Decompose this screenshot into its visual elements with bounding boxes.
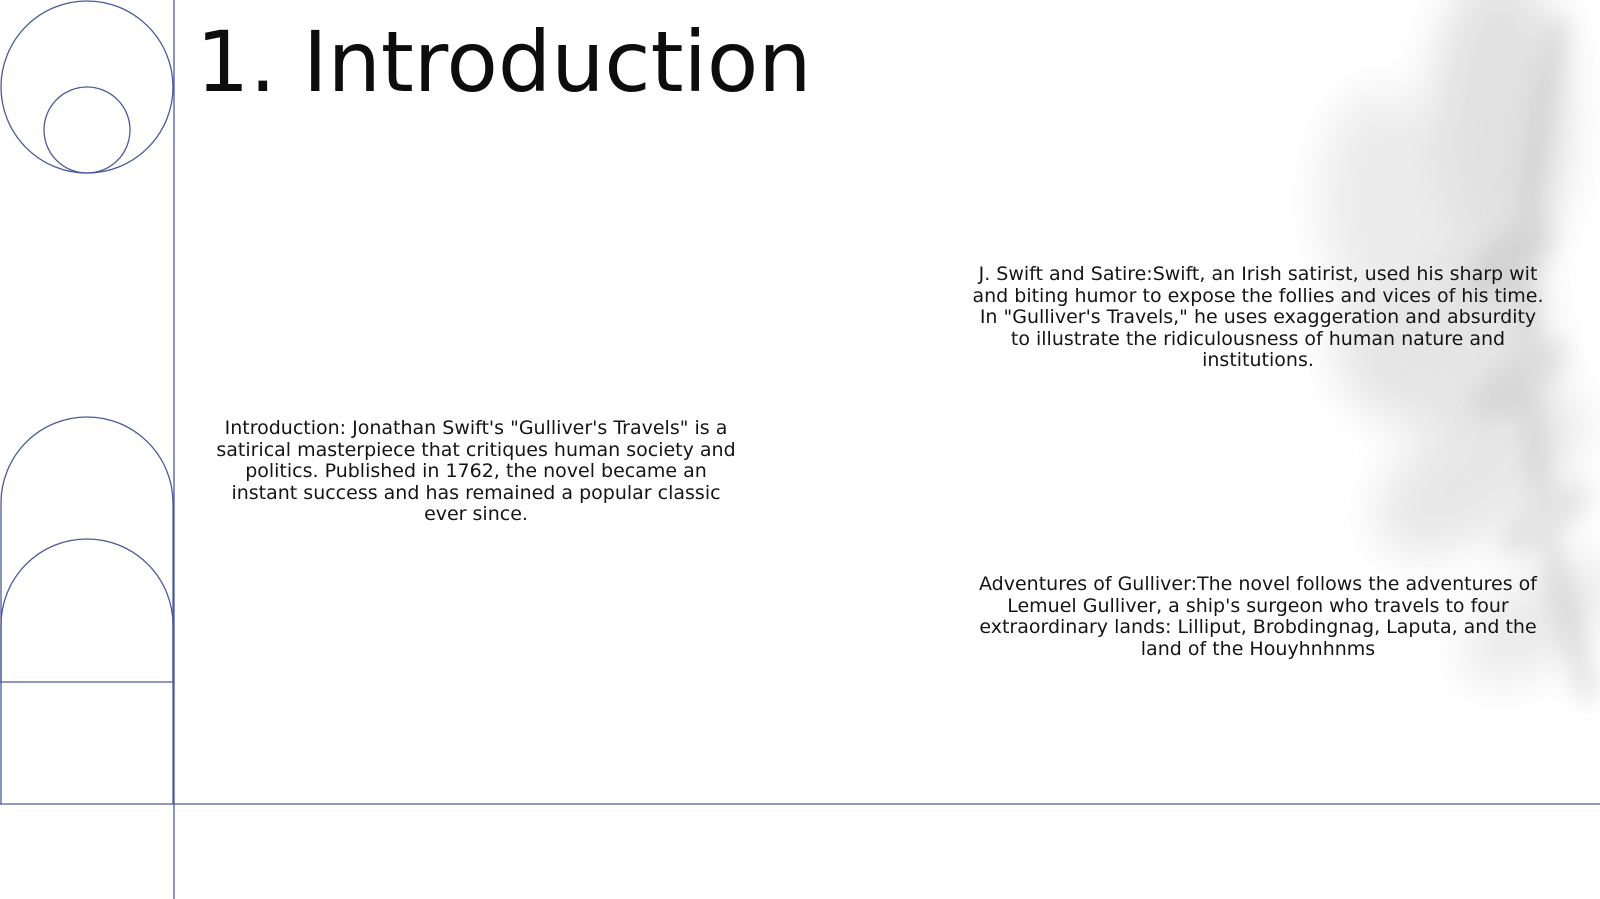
- intro-paragraph: Introduction: Jonathan Swift's "Gulliver's Travels" is a satirical masterpiece that critiques human society and politics. Published in 1762, the novel became an instant success and has remained a popular classic ever since.: [216, 417, 736, 525]
- outer-arch-outline: [1, 417, 173, 804]
- satire-paragraph: J. Swift and Satire:Swift, an Irish satirist, used his sharp wit and biting humor to expose the follies and vices of his time. In "Gulliver's Travels," he uses exaggeration and absurdity to illustrate the ridiculousness of human nature and institutions.: [972, 263, 1544, 371]
- small-circle-outline: [44, 87, 130, 173]
- adventures-paragraph: Adventures of Gulliver:The novel follows the adventures of Lemuel Gulliver, a ship's surgeon who travels to four extraordinary lands: Lilliput, Brobdingnag, Laputa, and the land of the Houyhnhnms: [979, 573, 1537, 660]
- slide-title: 1. Introduction: [196, 13, 812, 111]
- inner-arch-outline: [1, 539, 173, 682]
